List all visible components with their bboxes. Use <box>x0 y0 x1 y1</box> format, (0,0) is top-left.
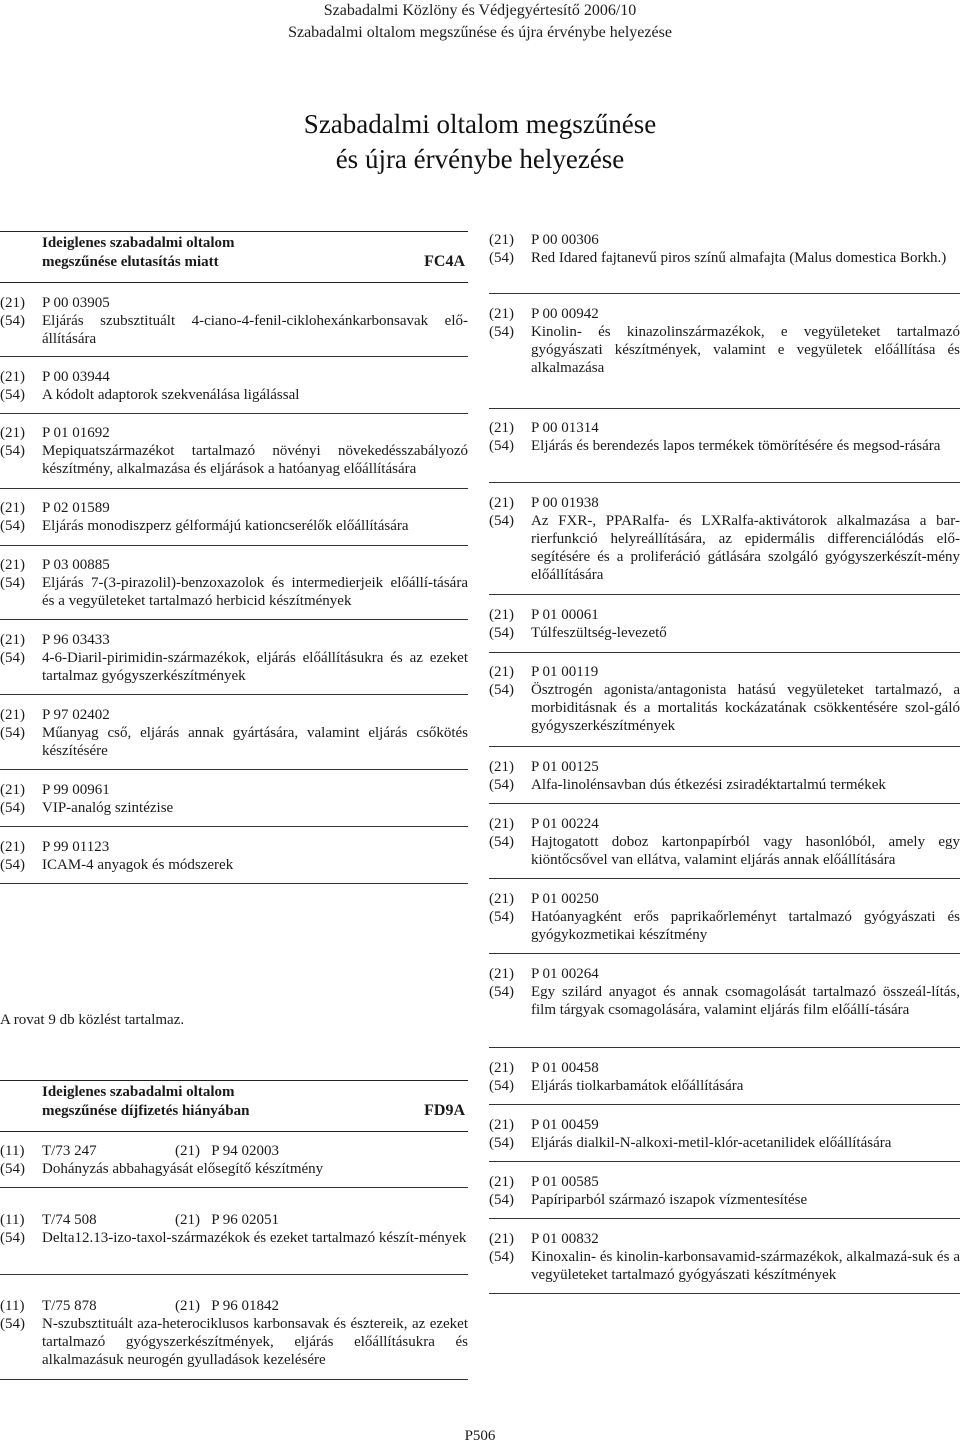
inid-code-21: (21) <box>0 500 25 516</box>
application-number: P 03 00885 <box>42 557 110 573</box>
invention-title: Eljárás 7-(3-pirazolil)-benzoxazolok és intermedierjeik előállí-tására és a vegyületeket tartalmazó herbicid készítmények <box>42 575 468 609</box>
inid-code-11: (11) <box>0 1143 25 1159</box>
page-title <box>0 107 960 177</box>
inid-code-54: (54) <box>489 625 514 641</box>
left-column <box>0 231 468 1368</box>
patent-number: T/75 878 <box>42 1298 97 1314</box>
patent-entry <box>489 815 960 879</box>
inid-code-21: (21) <box>0 425 25 441</box>
inid-code-54: (54) <box>0 313 25 329</box>
inid-code-54: (54) <box>489 682 514 698</box>
application-number: P 96 02051 <box>211 1212 280 1228</box>
invention-title: Eljárás monodiszperz gélformájú kationcserélők előállítására <box>42 518 409 534</box>
running-header-section: Szabadalmi oltalom megszűnése és újra érvénybe helyezése <box>288 24 672 41</box>
invention-title: Ösztrogén agonista/antagonista hatású vegyületeket tartalmazó, a morbiditásnak és a mortalitás kockázatának csökkentésére szol-gáló gyógyszerkészítmények <box>531 682 960 734</box>
inid-code-54: (54) <box>489 1135 514 1151</box>
page-title-line-2: és újra érvénybe helyezése <box>335 144 625 174</box>
inid-code-54: (54) <box>0 1230 25 1246</box>
application-number: P 01 01692 <box>42 425 110 441</box>
invention-title: Hatóanyagként erős paprikaőrleményt tartalmazó gyógyászati és gyógykozmetikai készítmény <box>531 909 960 943</box>
inid-code-21: (21) <box>489 966 514 982</box>
inid-code-21: (21) <box>0 782 25 798</box>
application-number: P 01 00224 <box>531 816 599 832</box>
section-count-note: A rovat 9 db közlést tartalmaz. <box>0 1012 185 1028</box>
invention-title: N-szubsztituált aza-heterociklusos karbonsavak és észtereik, az ezeket tartalmazó gyógyszerkészítmények, eljárás előállításukra és alkalmazásuk neurogén gyulladások kezelésére <box>42 1316 468 1368</box>
patent-entry <box>0 1142 468 1188</box>
application-number: P 01 00458 <box>531 1060 599 1076</box>
inid-code-21: (21) <box>0 295 25 311</box>
invention-title: Hajtogatott doboz kartonpapírból vagy hasonlóból, amely egy kiöntőcsővel van ellátva, valamint eljárás annak előállítására <box>531 834 960 868</box>
invention-title: Műanyag cső, eljárás annak gyártására, valamint eljárás csőkötés készítésére <box>42 725 468 759</box>
application-number: P 00 01314 <box>531 420 599 436</box>
section-code: FD9A <box>424 1102 465 1119</box>
patent-entry <box>489 606 960 653</box>
inid-code-11: (11) <box>0 1298 25 1314</box>
inid-code-21: (21) <box>489 816 514 832</box>
inid-code-21: (21) <box>489 495 514 511</box>
application-number: P 01 00832 <box>531 1231 599 1247</box>
inid-code-54: (54) <box>489 909 514 925</box>
inid-code-21: (21) <box>489 1117 514 1133</box>
application-number: P 00 03944 <box>42 369 110 385</box>
inid-code-54: (54) <box>489 1192 514 1208</box>
invention-title: Eljárás és berendezés lapos termékek tömörítésére és megsod-rására <box>531 438 941 454</box>
running-header-journal: Szabadalmi Közlöny és Védjegyértesítő 2006/10 <box>323 2 637 19</box>
application-number: P 97 02402 <box>42 707 110 723</box>
application-number: P 01 00459 <box>531 1117 599 1133</box>
application-number: P 00 00306 <box>531 232 599 248</box>
application-number: P 01 00125 <box>531 759 599 775</box>
application-number: P 01 00061 <box>531 607 599 623</box>
patent-number: T/73 247 <box>42 1143 97 1159</box>
patent-entry <box>0 706 468 770</box>
patent-entry <box>489 890 960 954</box>
inid-code-54: (54) <box>0 1161 25 1177</box>
invention-title: ICAM-4 anyagok és módszerek <box>42 857 234 873</box>
invention-title: A kódolt adaptorok szekvenálása ligálással <box>42 387 300 403</box>
inid-code-54: (54) <box>0 1316 25 1332</box>
patent-entry <box>0 838 468 884</box>
patent-entry <box>0 424 468 489</box>
inid-code-21: (21) <box>489 891 514 907</box>
entry-field <box>175 1142 279 1160</box>
inid-code-21: (21) <box>489 1174 514 1190</box>
patent-entry <box>489 419 960 483</box>
invention-title: Red Idared fajtanevű piros színű almafajta (Malus domestica Borkh.) <box>531 250 947 266</box>
inid-code-21: (21) <box>0 632 25 648</box>
inid-code-54: (54) <box>489 250 514 266</box>
application-number: P 00 03905 <box>42 295 110 311</box>
invention-title: Az FXR-, PPARalfa- és LXRalfa-aktivátorok alkalmazása a bar-rierfunkció helyreállítására, az epidermális differenciálódás elő-segítésére és a proliferáció gátlására szolgáló gyógyszerkészít-mény előállítására <box>531 513 960 583</box>
inid-code-21: (21) <box>489 232 514 248</box>
application-number: P 02 01589 <box>42 500 110 516</box>
section-title-line-2: megszűnése elutasítás miatt <box>42 254 219 270</box>
inid-code-21: (21) <box>175 1143 200 1159</box>
inid-code-54: (54) <box>0 800 25 816</box>
patent-entry <box>0 556 468 620</box>
inid-code-11: (11) <box>0 1212 25 1228</box>
page-number: P506 <box>464 1428 496 1444</box>
patent-entry <box>0 368 468 414</box>
inid-code-21: (21) <box>489 607 514 623</box>
inid-code-54: (54) <box>0 857 25 873</box>
patent-entry <box>489 1059 960 1105</box>
inid-code-54: (54) <box>0 387 25 403</box>
inid-code-21: (21) <box>489 1060 514 1076</box>
application-number: P 96 01842 <box>211 1298 280 1314</box>
section-title-line-1: Ideiglenes szabadalmi oltalom <box>42 235 235 251</box>
inid-code-54: (54) <box>0 518 25 534</box>
inid-code-21: (21) <box>489 420 514 436</box>
inid-code-54: (54) <box>489 984 514 1000</box>
inid-code-54: (54) <box>489 1249 514 1265</box>
section-title-line-2: megszűnése díjfizetés hiányában <box>42 1103 250 1119</box>
inid-code-54: (54) <box>0 725 25 741</box>
inid-code-54: (54) <box>489 438 514 454</box>
inid-code-21: (21) <box>489 759 514 775</box>
entry-field <box>175 1211 279 1229</box>
patent-entry <box>0 1211 468 1275</box>
inid-code-54: (54) <box>489 777 514 793</box>
invention-title: Egy szilárd anyagot és annak csomagolását tartalmazó összeál-lítás, film tárgyak csomagolására, valamint eljárás film előállí-tására <box>531 984 960 1018</box>
section-code: FC4A <box>424 253 465 270</box>
patent-entry <box>489 231 960 294</box>
inid-code-21: (21) <box>489 664 514 680</box>
inid-code-54: (54) <box>489 834 514 850</box>
patent-entry <box>489 1230 960 1294</box>
inid-code-21: (21) <box>0 707 25 723</box>
application-number: P 99 01123 <box>42 839 110 855</box>
patent-entry <box>0 499 468 546</box>
patent-number: T/74 508 <box>42 1212 97 1228</box>
invention-title: Eljárás szubsztituált 4-ciano-4-fenil-ciklohexánkarbonsavak elő-állítására <box>42 313 468 347</box>
patent-entry <box>489 663 960 747</box>
application-number: P 01 00250 <box>531 891 599 907</box>
inid-code-21: (21) <box>175 1298 200 1314</box>
application-number: P 01 00585 <box>531 1174 599 1190</box>
patent-entry <box>489 1116 960 1162</box>
invention-title: 4-6-Diaril-pirimidin-származékok, eljárás előállításukra és az ezeket tartalmaz gyógyszerkészítmények <box>42 650 468 684</box>
section-header-fd9a <box>0 1080 468 1132</box>
invention-title: Eljárás tiolkarbamátok előállítására <box>531 1078 744 1094</box>
inid-code-21: (21) <box>489 1231 514 1247</box>
application-number: P 94 02003 <box>211 1143 280 1159</box>
section-header-fc4a <box>0 231 468 283</box>
invention-title: Túlfeszültség-levezető <box>531 625 667 641</box>
invention-title: Alfa-linolénsavban dús étkezési zsiradéktartalmú termékek <box>531 777 886 793</box>
inid-code-21: (21) <box>489 306 514 322</box>
patent-entry <box>489 305 960 409</box>
invention-title: Delta12.13-izo-taxol-származékok és ezeket tartalmazó készít-mények <box>42 1230 467 1246</box>
inid-code-54: (54) <box>489 1078 514 1094</box>
inid-code-21: (21) <box>0 557 25 573</box>
right-column <box>489 231 960 1294</box>
section-title-line-1: Ideiglenes szabadalmi oltalom <box>42 1084 235 1100</box>
invention-title: Kinoxalin- és kinolin-karbonsavamid-származékok, alkalmazá-suk és a vegyületeket tartalmazó gyógyászati készítmények <box>531 1249 960 1283</box>
application-number: P 99 00961 <box>42 782 110 798</box>
patent-entry <box>489 1173 960 1219</box>
inid-code-54: (54) <box>0 575 25 591</box>
invention-title: Mepiquatszármazékot tartalmazó növényi növekedésszabályozó készítmény, alkalmazása és eljárások a hatóanyag előállítására <box>42 443 468 477</box>
application-number: P 00 00942 <box>531 306 599 322</box>
invention-title: Dohányzás abbahagyását elősegítő készítmény <box>42 1161 324 1177</box>
patent-entry <box>0 631 468 695</box>
inid-code-54: (54) <box>489 513 514 529</box>
page-title-line-1: Szabadalmi oltalom megszűnése <box>303 109 657 139</box>
patent-entry <box>0 781 468 827</box>
entry-field <box>175 1297 279 1315</box>
inid-code-54: (54) <box>0 650 25 666</box>
patent-entry <box>0 294 468 357</box>
inid-code-21: (21) <box>175 1212 200 1228</box>
invention-title: VIP-analóg szintézise <box>42 800 174 816</box>
inid-code-21: (21) <box>0 839 25 855</box>
application-number: P 01 00119 <box>531 664 599 680</box>
patent-entry <box>489 758 960 804</box>
patent-entry <box>0 1297 468 1380</box>
inid-code-54: (54) <box>489 324 514 340</box>
inid-code-54: (54) <box>0 443 25 459</box>
invention-title: Eljárás dialkil-N-alkoxi-metil-klór-acetanilidek előállítására <box>531 1135 892 1151</box>
application-number: P 96 03433 <box>42 632 110 648</box>
inid-code-21: (21) <box>0 369 25 385</box>
patent-entry <box>489 965 960 1048</box>
application-number: P 00 01938 <box>531 495 599 511</box>
patent-entry <box>489 494 960 595</box>
invention-title: Papíriparból származó iszapok vízmentesítése <box>531 1192 808 1208</box>
invention-title: Kinolin- és kinazolinszármazékok, e vegyületeket tartalmazó gyógyászati készítmények, valamint e vegyületek előállítása és alkalmazása <box>531 324 960 376</box>
application-number: P 01 00264 <box>531 966 599 982</box>
